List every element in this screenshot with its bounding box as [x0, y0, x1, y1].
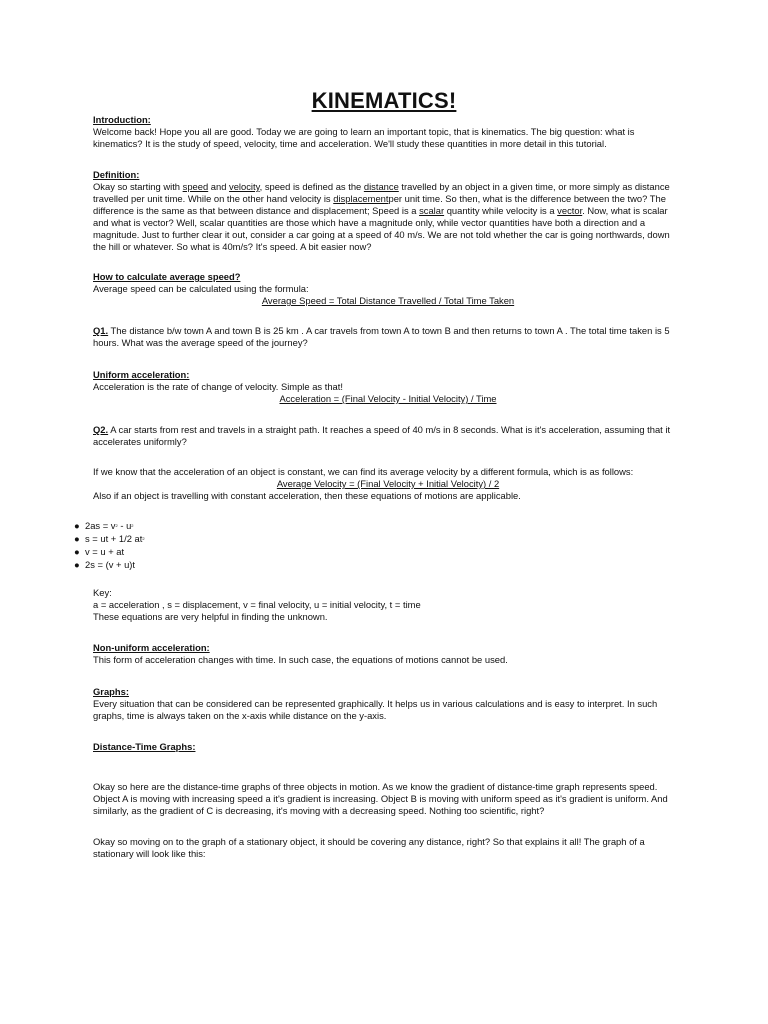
uniform-acceleration-text: Acceleration is the rate of change of velocity. Simple as that! — [93, 381, 343, 392]
definition-text-6: quantity while velocity is a — [444, 205, 558, 216]
q2-section — [93, 424, 683, 448]
equations-intro-text: Also if an object is travelling with constant acceleration, then these equations of motions are applicable. — [93, 490, 521, 501]
avg-velocity-section — [93, 466, 683, 502]
q1-label: Q1. — [93, 325, 109, 336]
term-scalar: scalar — [419, 205, 445, 216]
definition-text-4: travelled by an object in a given time, or more simply as distance travelled per unit time. While on the other hand velocity is — [93, 181, 670, 204]
definition-text-5: per unit time. So then, what is the difference between the two? The difference is the same as that between distance and displacement; Speed is a — [93, 193, 666, 216]
q1-text: The distance b/w town A and town B is 25 km . A car travels from town A to town B and then returns to town A . The total time taken is 5 hours. What was the average speed of the journey? — [93, 325, 670, 348]
acceleration-formula: Acceleration = (Final Velocity - Initial Velocity) / Time — [279, 393, 497, 404]
term-distance: distance — [363, 181, 399, 192]
avg-speed-heading: How to calculate average speed? — [93, 271, 241, 282]
non-uniform-section — [93, 642, 683, 666]
bullet-icon: ● — [74, 559, 80, 570]
non-uniform-heading: Non-uniform acceleration: — [93, 642, 210, 653]
key-line-2: These equations are very helpful in finding the unknown. — [93, 611, 328, 622]
avg-speed-text: Average speed can be calculated using the formula: — [93, 283, 309, 294]
avg-speed-section — [93, 271, 683, 307]
definition-text-1: Okay so starting with — [93, 181, 183, 192]
term-speed: speed — [182, 181, 209, 192]
bullet-icon: ● — [74, 533, 80, 544]
avg-velocity-formula: Average Velocity = (Final Velocity + Initial Velocity) / 2 — [276, 478, 500, 489]
intro-section — [93, 114, 683, 150]
dt-graphs-paragraph-2 — [93, 836, 683, 860]
dt-graphs-paragraph-1 — [93, 781, 683, 817]
list-item — [74, 558, 145, 571]
definition-section — [93, 169, 683, 253]
equation-2-exponent: 2 — [142, 536, 145, 541]
uniform-acceleration-section — [93, 369, 683, 405]
term-vector: vector — [557, 205, 583, 216]
list-item — [74, 545, 145, 558]
equation-2: s = ut + 1/2 at — [85, 533, 143, 544]
q2-text: A car starts from rest and travels in a straight path. It reaches a speed of 40 m/s in 8 seconds. What is it's acceleration, assuming that it accelerates uniformly? — [93, 424, 671, 447]
term-velocity: velocity — [229, 181, 260, 192]
equation-4: 2s = (v + u)t — [85, 559, 136, 570]
avg-speed-formula: Average Speed = Total Distance Travelled / Total Time Taken — [261, 295, 515, 306]
key-section — [93, 587, 683, 623]
bullet-icon: ● — [74, 520, 80, 531]
key-line-1: a = acceleration , s = displacement, v = final velocity, u = initial velocity, t = time — [93, 599, 421, 610]
dt-graphs-text-2: Okay so moving on to the graph of a stationary object, it should be covering any distance, right? So that explains it all! The graph of a stationary will look like this: — [93, 836, 645, 859]
avg-velocity-text: If we know that the acceleration of an object is constant, we can find its average velocity by a different formula, which is as follows: — [93, 466, 634, 477]
intro-text: Welcome back! Hope you all are good. Today we are going to learn an important topic, that is kinematics. The big question: what is kinematics? It is the study of speed, velocity, time and acceleration. We'll study these quantities in more detail in this tutorial. — [93, 126, 635, 149]
key-heading: Key: — [93, 587, 112, 598]
equation-1: 2as = v — [85, 520, 116, 531]
bullet-icon: ● — [74, 546, 80, 557]
equation-3: v = u + at — [85, 546, 125, 557]
equation-1-exponent: 2 — [115, 523, 118, 528]
definition-heading: Definition: — [93, 169, 140, 180]
list-item — [74, 519, 145, 532]
term-displacement: displacement — [333, 193, 389, 204]
q1-section — [93, 325, 683, 349]
intro-heading: Introduction: — [93, 114, 151, 125]
uniform-acceleration-heading: Uniform acceleration: — [93, 369, 190, 380]
non-uniform-text: This form of acceleration changes with time. In such case, the equations of motions cannot be used. — [93, 654, 508, 665]
graphs-text: Every situation that can be considered can be represented graphically. It helps us in various calculations and is easy to interpret. In such graphs, time is always taken on the x-axis while distance on the y-axis. — [93, 698, 658, 721]
definition-text-7: . Now, what is scalar and what is vector? Well, scalar quantities are those which have a magnitude only, while vector quantities have both a direction and a magnitude. Just to further clear it out, consider a car going at a speed of 40 m/s. We are not told whether the car is going northwards, down the hill or whatever. So what is 40m/s? It's speed. A bit easier now? — [93, 205, 670, 252]
definition-text-3: , speed is defined as the — [259, 181, 364, 192]
page-title: KINEMATICS! — [311, 88, 457, 113]
list-item — [74, 532, 145, 545]
q2-label: Q2. — [93, 424, 109, 435]
graphs-section — [93, 686, 683, 722]
dt-graphs-heading: Distance-Time Graphs: — [93, 741, 196, 752]
graphs-heading: Graphs: — [93, 686, 129, 697]
dt-graphs-section — [93, 741, 683, 753]
equation-1-rest: - u — [117, 520, 132, 531]
dt-graphs-text-1: Okay so here are the distance-time graphs of three objects in motion. As we know the gradient of distance-time graph represents speed. Object A is moving with increasing speed a it's gradient is increasing. Object B is moving with uniform speed as it's gradient is uniform. And similarly, as the gradient of C is decreasing, it's moving with a decreasing speed. Nothing too scientific, right? — [93, 781, 668, 816]
equations-list — [74, 519, 145, 571]
definition-text-2: and — [208, 181, 230, 192]
equation-1-exponent-2: 2 — [131, 523, 134, 528]
